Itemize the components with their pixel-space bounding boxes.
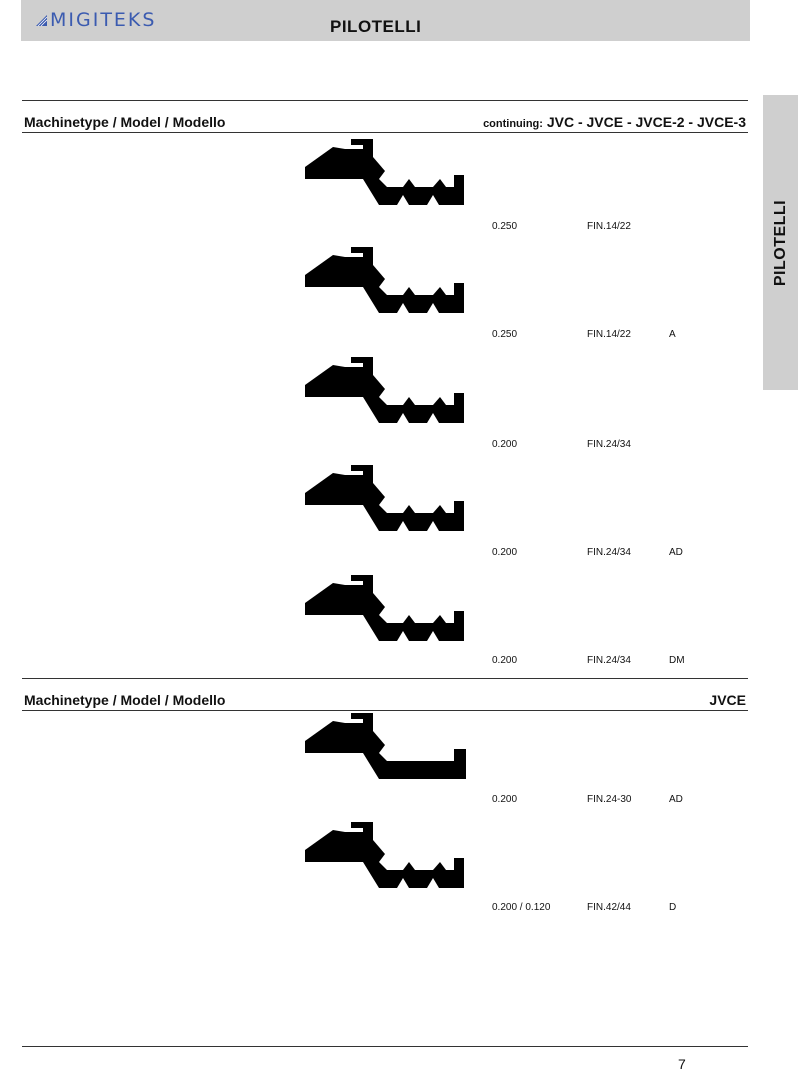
- section-title: Machinetype / Model / Modello: [24, 114, 226, 130]
- spec-suffix: D: [669, 902, 677, 913]
- side-tab-label: PILOTELLI: [771, 199, 789, 286]
- sinker-profile-notched-icon: [303, 463, 468, 533]
- spec-suffix: AD: [669, 547, 683, 558]
- page-number: 7: [678, 1056, 686, 1072]
- side-tab[interactable]: [763, 95, 798, 390]
- spec-code: FIN.14/22: [587, 221, 631, 232]
- sinker-profile-flat-icon: [303, 711, 468, 781]
- spec-code: FIN.24/34: [587, 547, 631, 558]
- sinker-profile-notched-icon: [303, 245, 468, 315]
- section-header: [22, 678, 748, 711]
- spec-code: FIN.24-30: [587, 794, 632, 805]
- sinker-profile-notched-icon: [303, 137, 468, 207]
- spec-code: FIN.24/34: [587, 655, 631, 666]
- spec-value: 0.200: [492, 547, 518, 558]
- spec-value: 0.250: [492, 329, 518, 340]
- spec-suffix: AD: [669, 794, 683, 805]
- spec-value: 0.250: [492, 221, 518, 232]
- section-title: Machinetype / Model / Modello: [24, 692, 226, 708]
- spec-suffix: A: [669, 329, 676, 340]
- spec-code: FIN.14/22: [587, 329, 631, 340]
- models-list: JVC - JVCE - JVCE-2 - JVCE-3: [546, 114, 746, 130]
- sinker-profile-notched-icon: [303, 573, 468, 643]
- spec-suffix: DM: [669, 655, 685, 666]
- logo: [35, 5, 156, 35]
- sinker-profile-notched-icon: [303, 820, 468, 890]
- footer-divider: [22, 1046, 748, 1047]
- section-header: [22, 100, 748, 133]
- spec-value: 0.200: [492, 439, 518, 450]
- models-prefix: continuing:: [483, 118, 543, 130]
- spec-value: 0.200: [492, 655, 518, 666]
- page-title: PILOTELLI: [330, 17, 422, 36]
- sinker-profile-notched-icon: [303, 355, 468, 425]
- spec-code: FIN.42/44: [587, 902, 631, 913]
- section-models: [709, 692, 746, 708]
- spec-value: 0.200 / 0.120: [492, 902, 551, 913]
- section-models: [483, 114, 746, 130]
- models-list: JVCE: [709, 692, 746, 708]
- logo-mark-icon: [35, 13, 49, 27]
- spec-code: FIN.24/34: [587, 439, 631, 450]
- spec-value: 0.200: [492, 794, 518, 805]
- logo-text: MIGITEKS: [50, 9, 157, 31]
